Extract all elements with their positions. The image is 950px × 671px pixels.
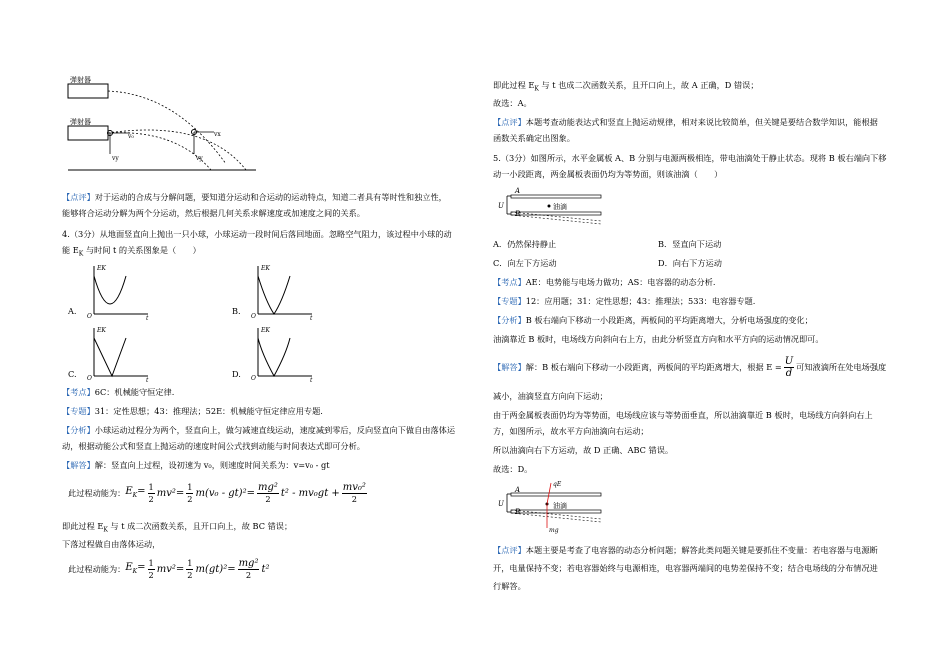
svg-text:EK: EK bbox=[97, 327, 106, 334]
q4-line1: 4.（3分）从地面竖直向上抛出一只小球，小球运动一段时间后落回地面。忽略空气阻力，该过程中小球的动 bbox=[62, 229, 452, 239]
svg-text:EK: EK bbox=[261, 327, 270, 334]
svg-text:O: O bbox=[87, 375, 92, 382]
dianping-5-line3: 行解答。 bbox=[493, 581, 526, 591]
jieda-4: 【解答】解：竖直向上过程，设初速为 v₀，则速度时间关系为：v=v₀ - gt bbox=[62, 460, 330, 470]
fenxi-5-line2: 油滴靠近 B 板时，电场线方向斜向右上方，由此分析竖直方向和水平方向的运动情况即可。 bbox=[493, 334, 824, 344]
svg-text:B: B bbox=[515, 508, 521, 516]
svg-text:U: U bbox=[498, 202, 504, 210]
capacitor-force-figure bbox=[497, 478, 607, 534]
q5-line1: 5.（3分）如图所示，水平金属板 A、B 分别与电源两极相连，带电油滴处于静止状态。现将 B 板右端向下移 bbox=[493, 153, 887, 163]
graph-b bbox=[248, 262, 318, 320]
vx-label: vx bbox=[214, 131, 221, 138]
jieda-5-line6: 故选：D。 bbox=[493, 464, 533, 474]
q5-option-a: A．仍然保持静止 bbox=[493, 239, 557, 249]
v0-label: v₀ bbox=[128, 133, 134, 140]
vy-label-2: vy bbox=[196, 155, 203, 162]
q5-option-d: D．向右下方运动 bbox=[658, 258, 722, 268]
zhuanti-5: 【专题】12：应用题；31：定性思想；43：推理法；533：电容器专题. bbox=[493, 296, 756, 306]
graph-d bbox=[248, 324, 318, 382]
svg-text:t: t bbox=[310, 315, 313, 320]
svg-text:O: O bbox=[87, 313, 92, 320]
q4-option-b: B. bbox=[232, 306, 241, 316]
eq-ek-up: 此过程动能为： $E_K=$ $\frac{1}{2}$ mv²= $\frac{1}{2}$ m(v₀ - gt)²= $\frac{\text{mg²}}{2}$ t² - mv₀gt + $\frac{\text{mv₀²}}{2}$ bbox=[68, 482, 366, 504]
graph-a bbox=[84, 262, 154, 320]
r-line2: 故选：A。 bbox=[493, 98, 532, 108]
dianping-3: 【点评】对于运动的合成与分解问题，要知道分运动和合运动的运动特点，知道二者具有等时性和独立性， bbox=[62, 192, 447, 202]
dianping-5: 【点评】本题主要是考查了电容器的动态分析问题；解答此类问题关键是要抓住不变量：若电容器与电源断 bbox=[493, 545, 878, 555]
q4-line2: 能 $E_K$ 与时间 t 的关系图象是（ ） bbox=[62, 245, 201, 258]
r-line1: 即此过程 $E_K$ 与 t 也成二次函数关系，且开口向上，故 A 正确，D 错误； bbox=[493, 80, 759, 93]
vy-label-1: vy bbox=[112, 155, 119, 162]
svg-text:qE: qE bbox=[553, 481, 562, 488]
svg-text:EK: EK bbox=[97, 265, 106, 272]
jieda-5-line5: 所以油滴向右下方运动，故 D 正确、ABC 错误。 bbox=[493, 445, 674, 455]
jieda-4-mid2: 下落过程做自由落体运动， bbox=[62, 539, 161, 549]
dianping-5-line2: 开，电量保持不变；若电容器始终与电源相连，电容器两端间的电势差保持不变；结合电场线的分布情况进 bbox=[493, 563, 878, 573]
kaodian-4: 【考点】6C：机械能守恒定律. bbox=[62, 387, 175, 397]
jieda-5-line2: 减小，油滴竖直方向向下运动； bbox=[493, 391, 608, 401]
jieda-5-line3: 由于两金属板表面仍均为等势面，电场线应该与等势面垂直，所以油滴靠近 B 板时，电场线方向斜向右上 bbox=[493, 410, 873, 420]
capacitor-figure bbox=[497, 186, 607, 228]
projectile-figure bbox=[66, 74, 266, 184]
svg-text:EK: EK bbox=[261, 265, 270, 272]
q5-option-b: B．竖直向下运动 bbox=[658, 239, 722, 249]
svg-text:t: t bbox=[310, 377, 313, 382]
q5-line2: 动一小段距离，两金属板表面仍均为等势面，则该油滴（ ） bbox=[493, 169, 723, 179]
svg-text:O: O bbox=[251, 313, 256, 320]
dianping-4-line2: 函数关系确定出图象。 bbox=[493, 133, 575, 143]
svg-text:U: U bbox=[498, 500, 504, 508]
jieda-4-mid1: 即此过程 $E_K$ 与 t 成二次函数关系，且开口向上，故 BC 错误； bbox=[62, 521, 293, 534]
q4-option-a: A. bbox=[68, 306, 77, 316]
launcher-label-bottom: 弹射器 bbox=[70, 118, 91, 126]
fenxi-5: 【分析】B 板右端向下移动一小段距离，两板间的平均距离增大，分析电场强度的变化； bbox=[493, 315, 813, 325]
q4-option-c: C. bbox=[68, 369, 77, 379]
dianping-4: 【点评】本题考查动能表达式和竖直上抛运动规律，相对来说比较简单，但关键是要结合数学知识，能根据 bbox=[493, 117, 878, 127]
svg-text:O: O bbox=[251, 375, 256, 382]
svg-text:油滴: 油滴 bbox=[553, 203, 567, 211]
q4-option-d: D. bbox=[232, 369, 241, 379]
graph-c bbox=[84, 324, 154, 382]
svg-text:mg: mg bbox=[549, 527, 559, 534]
q5-option-c: C．向左下方运动 bbox=[493, 258, 557, 268]
kaodian-5: 【考点】AE：电势能与电场力做功；AS：电容器的动态分析. bbox=[493, 277, 716, 287]
fenxi-4-line2: 动，根据动能公式和竖直上抛运动的速度时间公式找到动能与时间表达式即可分析。 bbox=[62, 441, 365, 451]
jieda-5-line4: 方，如图所示，故水平方向油滴向右运动； bbox=[493, 426, 649, 436]
svg-text:油滴: 油滴 bbox=[553, 502, 567, 510]
svg-text:t: t bbox=[146, 377, 149, 382]
svg-text:t: t bbox=[146, 315, 149, 320]
fenxi-4: 【分析】小球运动过程分为两个，竖直向上，做匀减速直线运动，速度减到零后，反向竖直向下做自由落体运 bbox=[62, 425, 456, 435]
svg-text:A: A bbox=[515, 187, 521, 195]
eq-ek-down: 此过程动能为： $E_K=$ $\frac{1}{2}$ mv²= $\frac{1}{2}$ m(gt)²= $\frac{\text{mg²}}{2}$ t² bbox=[68, 558, 270, 580]
svg-text:A: A bbox=[515, 486, 521, 494]
launcher-label-top: 弹射器 bbox=[70, 76, 91, 84]
zhuanti-4: 【专题】31：定性思想；43：推理法；52E：机械能守恒定律应用专题. bbox=[62, 406, 323, 416]
dianping-3-line2: 能够将合运动分解为两个分运动，然后根据几何关系求解速度或加速度之间的关系。 bbox=[62, 208, 365, 218]
svg-text:B: B bbox=[515, 210, 521, 218]
jieda-5: 【解答】 解：B 板右端向下移动一小段距离，两板间的平均距离增大，根据 E = $\frac{U}{d}$ 可知液滴所在处电场强度 bbox=[493, 356, 887, 379]
